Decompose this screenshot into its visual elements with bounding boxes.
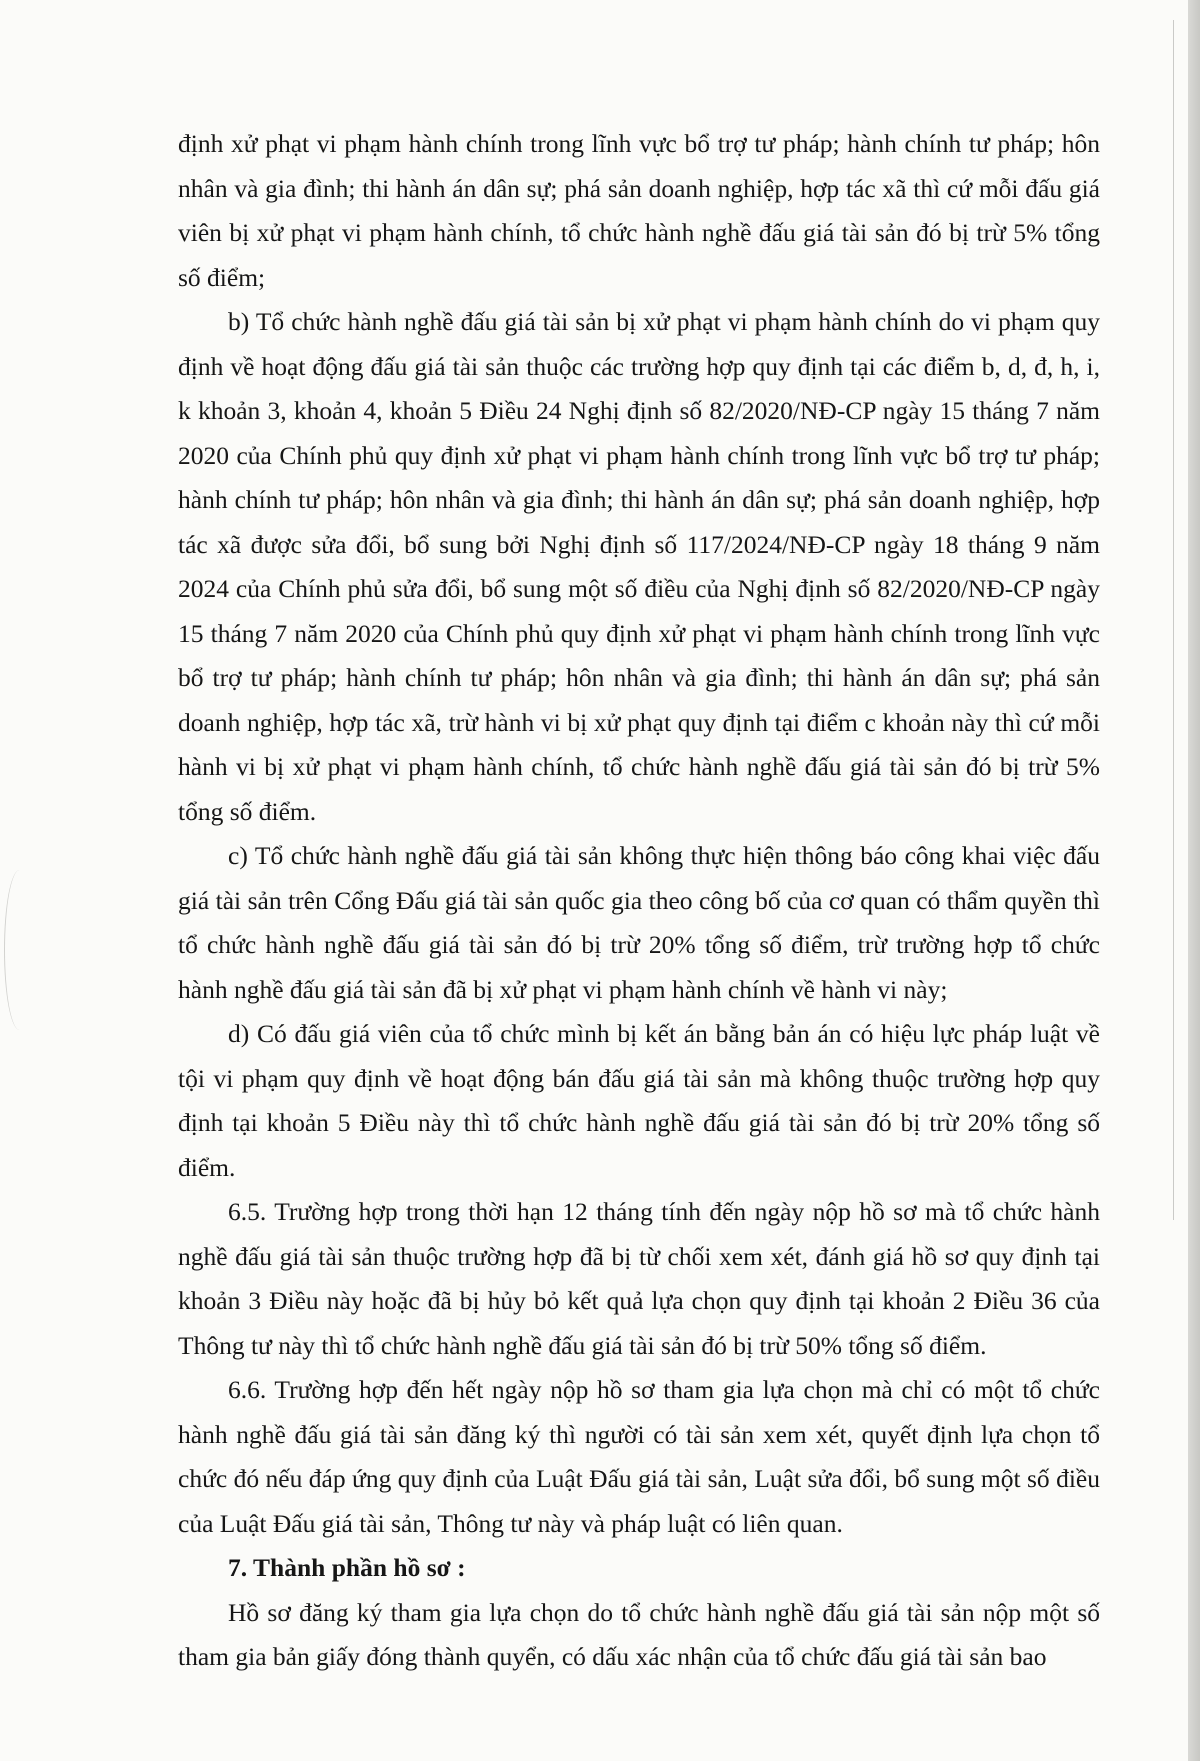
document-body	[178, 122, 1100, 1680]
paragraph-continuation: định xử phạt vi phạm hành chính trong lĩnh vực bổ trợ tư pháp; hành chính tư pháp; hôn nhân và gia đình; thi hành án dân sự; phá sản doanh nghiệp, hợp tác xã thì cứ mỗi đấu giá viên bị xử phạt vi phạm hành chính, tổ chức hành nghề đấu giá tài sản đó bị trừ 5% tổng số điểm;	[178, 129, 1100, 292]
paragraph-6-5: 6.5. Trường hợp trong thời hạn 12 tháng tính đến ngày nộp hồ sơ mà tổ chức hành nghề đấu giá tài sản thuộc trường hợp đã bị từ chối xem xét, đánh giá hồ sơ quy định tại khoản 3 Điều này hoặc đã bị hủy bỏ kết quả lựa chọn quy định tại khoản 2 Điều 36 của Thông tư này thì tổ chức hành nghề đấu giá tài sản đó bị trừ 50% tổng số điểm.	[178, 1197, 1100, 1360]
paragraph-6-6: 6.6. Trường hợp đến hết ngày nộp hồ sơ tham gia lựa chọn mà chỉ có một tổ chức hành nghề đấu giá tài sản đăng ký thì người có tài sản xem xét, quyết định lựa chọn tổ chức đó nếu đáp ứng quy định của Luật Đấu giá tài sản, Luật sửa đổi, bổ sung một số điều của Luật Đấu giá tài sản, Thông tư này và pháp luật có liên quan.	[178, 1375, 1100, 1538]
paragraph-item-d: d) Có đấu giá viên của tổ chức mình bị kết án bằng bản án có hiệu lực pháp luật về tội vi phạm quy định về hoạt động bán đấu giá tài sản mà không thuộc trường hợp quy định tại khoản 5 Điều này thì tổ chức hành nghề đấu giá tài sản đó bị trừ 20% tổng số điểm.	[178, 1019, 1100, 1182]
paragraph-section-7: Hồ sơ đăng ký tham gia lựa chọn do tổ chức hành nghề đấu giá tài sản nộp một số tham gia bản giấy đóng thành quyển, có dấu xác nhận của tổ chức đấu giá tài sản bao	[178, 1597, 1100, 1671]
paragraph-item-c: c) Tổ chức hành nghề đấu giá tài sản không thực hiện thông báo công khai việc đấu giá tài sản trên Cổng Đấu giá tài sản quốc gia theo công bố của cơ quan có thẩm quyền thì tổ chức hành nghề đấu giá tài sản đó bị trừ 20% tổng số điểm, trừ trường hợp tổ chức hành nghề đấu giá tài sản đã bị xử phạt vi phạm hành chính về hành vi này;	[178, 841, 1100, 1004]
paper-fold-mark	[4, 870, 35, 1030]
section-heading-7: 7. Thành phần hồ sơ :	[228, 1553, 466, 1582]
scan-edge-shadow	[1188, 0, 1200, 1761]
paragraph-item-b: b) Tổ chức hành nghề đấu giá tài sản bị xử phạt vi phạm hành chính do vi phạm quy định về hoạt động đấu giá tài sản thuộc các trường hợp quy định tại các điểm b, d, đ, h, i, k khoản 3, khoản 4, khoản 5 Điều 24 Nghị định số 82/2020/NĐ-CP ngày 15 tháng 7 năm 2020 của Chính phủ quy định xử phạt vi phạm hành chính trong lĩnh vực bổ trợ tư pháp; hành chính tư pháp; hôn nhân và gia đình; thi hành án dân sự; phá sản doanh nghiệp, hợp tác xã được sửa đổi, bổ sung bởi Nghị định số 117/2024/NĐ-CP ngày 18 tháng 9 năm 2024 của Chính phủ sửa đổi, bổ sung một số điều của Nghị định số 82/2020/NĐ-CP ngày 15 tháng 7 năm 2020 của Chính phủ quy định xử phạt vi phạm hành chính trong lĩnh vực bổ trợ tư pháp; hành chính tư pháp; hôn nhân và gia đình; thi hành án dân sự; phá sản doanh nghiệp, hợp tác xã, trừ hành vi bị xử phạt quy định tại điểm c khoản này thì cứ mỗi hành vi bị xử phạt vi phạm hành chính, tổ chức hành nghề đấu giá tài sản đó bị trừ 5% tổng số điểm.	[178, 307, 1100, 826]
page-edge-line	[1173, 20, 1174, 1220]
